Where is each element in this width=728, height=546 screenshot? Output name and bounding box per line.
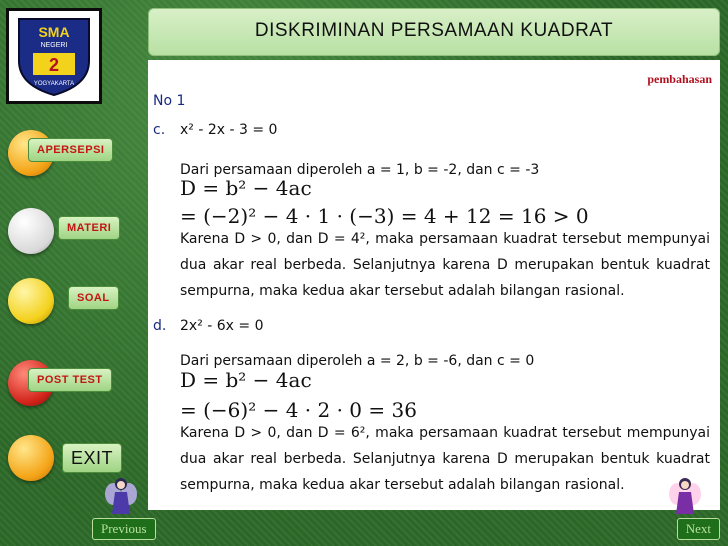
ghost-face-icon [8, 208, 54, 254]
item-c-conclusion: Karena D > 0, dan D = 4², maka persamaan kuadrat tersebut mempunyai dua akar real berbeda. Selanjutnya karena D merupakan bentuk kuadrat sempurna, maka kedua akar tersebut adalah bilangan rasional. [180, 231, 710, 299]
school-crest-icon [11, 13, 97, 99]
orange-face-icon [8, 435, 54, 481]
item-d-label: d. [153, 318, 167, 334]
problem-number: No 1 [153, 93, 186, 109]
item-c-label: c. [153, 122, 166, 138]
item-d-conclusion: Karena D > 0, dan D = 6², maka persamaan kuadrat tersebut mempunyai dua akar real berbeda. Selanjutnya karena D merupakan bentuk kuadrat sempurna, maka kedua akar tersebut adalah bilangan rasional. [180, 425, 710, 493]
apersepsi-label: APERSEPSI [28, 138, 113, 162]
svg-text:SMA: SMA [38, 24, 70, 40]
section-subtitle: pembahasan [647, 72, 712, 86]
post-test-label: POST TEST [28, 368, 112, 392]
item-d-given: Dari persamaan diperoleh a = 2, b = -6, dan c = 0 [180, 353, 535, 369]
item-d-calculation: = (−6)² − 4 · 2 · 0 = 36 [180, 398, 417, 422]
item-c-formula: D = b² − 4ac [180, 176, 312, 200]
svg-text:2: 2 [48, 55, 60, 75]
soal-label: SOAL [68, 286, 119, 310]
content-panel [148, 60, 720, 510]
item-d-formula: D = b² − 4ac [180, 368, 312, 392]
materi-button[interactable] [0, 208, 142, 264]
svg-text:NEGERI: NEGERI [40, 42, 68, 49]
title-bar [148, 8, 720, 56]
item-c-given: Dari persamaan diperoleh a = 1, b = -2, dan c = -3 [180, 162, 540, 178]
svg-text:YOGYAKARTA: YOGYAKARTA [33, 81, 75, 87]
laughing-face-icon [8, 278, 54, 324]
fairy-icon [104, 474, 138, 518]
item-c-calculation: = (−2)² − 4 · 1 · (−3) = 4 + 12 = 16 > 0 [180, 204, 589, 228]
post-test-button[interactable] [0, 360, 142, 416]
fairy-icon [668, 474, 702, 518]
item-d-equation: 2x² - 6x = 0 [180, 318, 264, 334]
previous-button[interactable]: Previous [92, 518, 156, 540]
school-logo [6, 8, 102, 104]
exit-label: EXIT [62, 443, 122, 473]
page-title: DISKRIMINAN PERSAMAAN KUADRAT [254, 20, 614, 41]
next-button[interactable]: Next [677, 518, 720, 540]
soal-button[interactable] [0, 278, 142, 334]
item-c-equation: x² - 2x - 3 = 0 [180, 122, 278, 138]
materi-label: MATERI [58, 216, 120, 240]
apersepsi-button[interactable] [0, 130, 142, 186]
